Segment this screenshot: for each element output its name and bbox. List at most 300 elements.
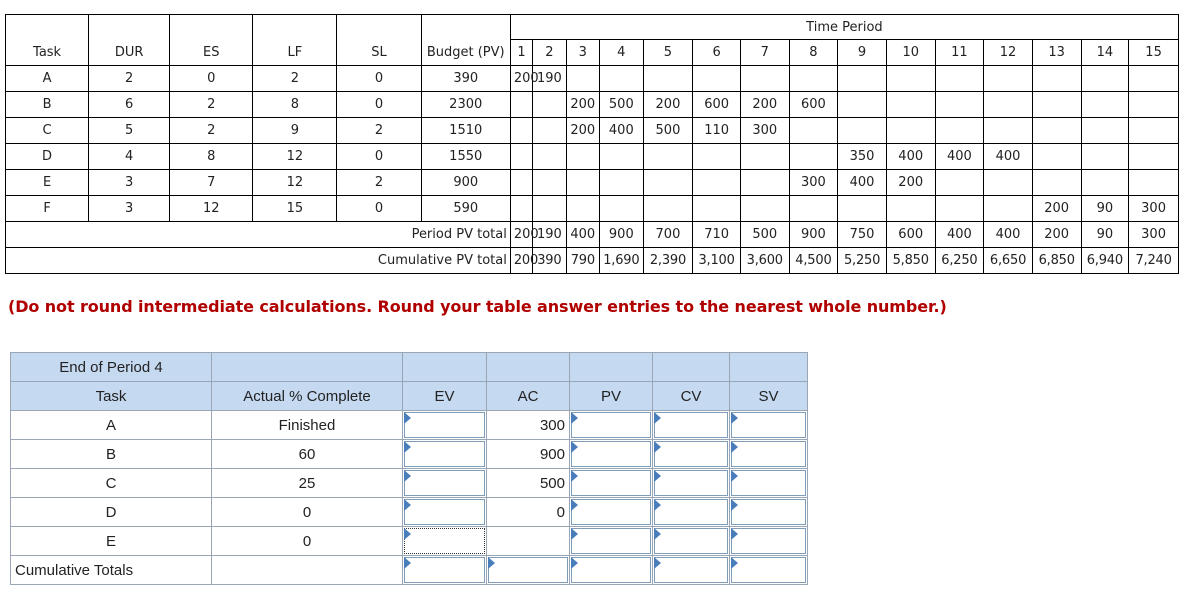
input-marker-icon [571, 499, 578, 511]
ac-cell [487, 527, 570, 556]
input-marker-icon [571, 470, 578, 482]
period-pv-total-cell: 300 [1129, 222, 1179, 248]
period-pv-cell [886, 196, 935, 222]
task-attribute-cell: 0 [170, 66, 253, 92]
period-pv-cell [886, 92, 935, 118]
pv-input[interactable] [570, 527, 653, 556]
period-pv-total-cell: 600 [886, 222, 935, 248]
period-pv-cell: 200 [643, 92, 693, 118]
period-pv-cell [1129, 144, 1179, 170]
column-header: 11 [935, 40, 984, 66]
blank-cell [212, 556, 403, 585]
header-filler-cell [730, 353, 808, 382]
answer-column-header: EV [403, 382, 487, 411]
task-attribute-cell: 1510 [421, 118, 510, 144]
column-header: 2 [533, 40, 566, 66]
period-pv-cell: 400 [984, 144, 1033, 170]
task-id-cell: B [6, 92, 89, 118]
answer-table-wrapper [10, 352, 808, 585]
period-pv-cell [984, 66, 1033, 92]
answer-input-box[interactable] [731, 499, 806, 525]
answer-row [11, 411, 808, 440]
period-pv-cell: 600 [693, 92, 741, 118]
column-header: 8 [789, 40, 838, 66]
answer-input-box[interactable] [731, 470, 806, 496]
period-pv-cell [643, 66, 693, 92]
column-header: 7 [740, 40, 789, 66]
input-marker-icon [654, 441, 661, 453]
answer-column-header: SV [730, 382, 808, 411]
blank-header-cell [337, 15, 421, 40]
answer-input-box[interactable] [654, 557, 728, 583]
answer-input-box[interactable] [488, 557, 568, 583]
cv-input[interactable] [653, 498, 730, 527]
total-sv-input[interactable] [730, 556, 808, 585]
ac-cell: 500 [487, 469, 570, 498]
period-pv-cell [838, 66, 887, 92]
input-marker-icon [654, 499, 661, 511]
column-header: 13 [1032, 40, 1081, 66]
task-attribute-cell: 2 [170, 92, 253, 118]
period-pv-cell [789, 66, 838, 92]
answer-header-row [11, 382, 808, 411]
cumulative-pv-total-cell: 5,250 [838, 248, 887, 274]
period-pv-cell [510, 118, 532, 144]
header-filler-cell [212, 353, 403, 382]
column-header: 5 [643, 40, 693, 66]
period-pv-total-cell: 190 [533, 222, 566, 248]
cumulative-pv-total-cell: 4,500 [789, 248, 838, 274]
cumulative-totals-label: Cumulative Totals [11, 556, 212, 585]
column-header: 14 [1081, 40, 1129, 66]
column-header: ES [170, 40, 253, 66]
answer-input-box[interactable] [404, 441, 485, 467]
answer-column-header: Task [11, 382, 212, 411]
period-pv-cell [740, 66, 789, 92]
earned-value-table [10, 352, 808, 585]
period-pv-total-cell: 200 [1032, 222, 1081, 248]
period-pv-cell [566, 196, 599, 222]
period-pv-cell [984, 92, 1033, 118]
period-pv-cell [1032, 66, 1081, 92]
period-pv-cell [533, 92, 566, 118]
period-pv-cell [510, 196, 532, 222]
cumulative-pv-total-cell: 5,850 [886, 248, 935, 274]
period-pv-cell [533, 170, 566, 196]
period-pv-cell [600, 144, 644, 170]
answer-input-box[interactable] [654, 528, 728, 554]
input-marker-icon [731, 412, 738, 424]
pv-input[interactable] [570, 411, 653, 440]
task-attribute-cell: 0 [337, 196, 421, 222]
period-pv-cell [1081, 118, 1129, 144]
period-pv-cell [1081, 170, 1129, 196]
period-pv-cell: 90 [1081, 196, 1129, 222]
period-pv-total-cell: 710 [693, 222, 741, 248]
cumulative-pv-total-cell: 6,650 [984, 248, 1033, 274]
input-marker-icon [404, 441, 411, 453]
period-pv-cell [600, 66, 644, 92]
task-attribute-cell: 6 [89, 92, 170, 118]
period-pv-cell [693, 144, 741, 170]
ev-input[interactable] [403, 469, 487, 498]
period-pv-total-cell: 750 [838, 222, 887, 248]
period-pv-cell: 400 [935, 144, 984, 170]
period-pv-cell [1129, 92, 1179, 118]
period-pv-cell [510, 144, 532, 170]
percent-complete-cell: 25 [212, 469, 403, 498]
period-pv-cell [1032, 118, 1081, 144]
ac-cell: 300 [487, 411, 570, 440]
answer-column-header: Actual % Complete [212, 382, 403, 411]
answer-input-box[interactable] [571, 499, 651, 525]
total-ac-input[interactable] [487, 556, 570, 585]
period-pv-cell: 500 [643, 118, 693, 144]
sv-input[interactable] [730, 411, 808, 440]
period-pv-cell [789, 144, 838, 170]
column-header: 1 [510, 40, 532, 66]
period-pv-cell: 200 [566, 92, 599, 118]
period-pv-cell: 200 [566, 118, 599, 144]
answer-input-box[interactable] [404, 528, 485, 554]
column-header: 4 [600, 40, 644, 66]
task-attribute-cell: 900 [421, 170, 510, 196]
task-row [6, 66, 1179, 92]
period-pv-cell: 300 [740, 118, 789, 144]
task-attribute-cell: 3 [89, 196, 170, 222]
period-pv-cell [984, 196, 1033, 222]
total-ev-input[interactable] [403, 556, 487, 585]
period-pv-total-row [6, 222, 1179, 248]
period-pv-cell [838, 196, 887, 222]
sv-input[interactable] [730, 469, 808, 498]
cumulative-pv-total-cell: 200 [510, 248, 532, 274]
period-pv-cell [838, 118, 887, 144]
period-pv-total-cell: 200 [510, 222, 532, 248]
period-pv-cell [533, 118, 566, 144]
answer-input-box[interactable] [731, 528, 806, 554]
task-attribute-cell: 15 [253, 196, 337, 222]
period-pv-total-cell: 400 [566, 222, 599, 248]
cumulative-pv-total-cell: 6,940 [1081, 248, 1129, 274]
column-header: DUR [89, 40, 170, 66]
ac-cell: 900 [487, 440, 570, 469]
period-pv-cell [740, 196, 789, 222]
ev-input[interactable] [403, 411, 487, 440]
column-header: 3 [566, 40, 599, 66]
answer-title-row [11, 353, 808, 382]
header-filler-cell [403, 353, 487, 382]
task-attribute-cell: 0 [337, 66, 421, 92]
schedule-table [5, 14, 1179, 274]
input-marker-icon [488, 557, 495, 569]
input-marker-icon [571, 412, 578, 424]
task-attribute-cell: 8 [253, 92, 337, 118]
task-id-cell: D [6, 144, 89, 170]
task-attribute-cell: 12 [253, 144, 337, 170]
answer-row [11, 440, 808, 469]
cumulative-pv-total-cell: 2,390 [643, 248, 693, 274]
cv-input[interactable] [653, 527, 730, 556]
total-pv-input[interactable] [570, 556, 653, 585]
period-pv-cell [1081, 144, 1129, 170]
blank-header-cell [6, 15, 89, 40]
column-header: Budget (PV) [421, 40, 510, 66]
period-pv-cell: 200 [510, 66, 532, 92]
task-attribute-cell: 2 [89, 66, 170, 92]
task-attribute-cell: 0 [337, 144, 421, 170]
task-attribute-cell: 2 [253, 66, 337, 92]
task-attribute-cell: 390 [421, 66, 510, 92]
period-pv-total-cell: 900 [600, 222, 644, 248]
schedule-table-wrapper [5, 14, 1179, 275]
period-pv-cell [789, 118, 838, 144]
answer-input-box[interactable] [404, 470, 485, 496]
cumulative-pv-total-cell: 3,600 [740, 248, 789, 274]
task-attribute-cell: 2 [337, 118, 421, 144]
percent-complete-cell: Finished [212, 411, 403, 440]
column-header: 6 [693, 40, 741, 66]
answer-input-box[interactable] [571, 441, 651, 467]
task-row [6, 170, 1179, 196]
blank-cell [6, 222, 337, 248]
task-cell: D [11, 498, 212, 527]
column-header: 12 [984, 40, 1033, 66]
task-id-cell: C [6, 118, 89, 144]
blank-header-cell [253, 15, 337, 40]
task-cell: B [11, 440, 212, 469]
cumulative-pv-total-cell: 7,240 [1129, 248, 1179, 274]
answer-row [11, 469, 808, 498]
answer-input-box[interactable] [571, 412, 651, 438]
column-header: SL [337, 40, 421, 66]
pv-input[interactable] [570, 469, 653, 498]
input-marker-icon [654, 557, 661, 569]
answer-row [11, 498, 808, 527]
task-row [6, 92, 1179, 118]
rounding-instruction: (Do not round intermediate calculations. Round your table answer entries to the nearest whole number.) [8, 297, 947, 316]
cv-input[interactable] [653, 469, 730, 498]
header-filler-cell [570, 353, 653, 382]
percent-complete-cell: 0 [212, 527, 403, 556]
pv-input[interactable] [570, 498, 653, 527]
answer-input-box[interactable] [731, 441, 806, 467]
cumulative-pv-total-cell: 390 [533, 248, 566, 274]
input-marker-icon [654, 528, 661, 540]
period-pv-cell: 350 [838, 144, 887, 170]
pv-input[interactable] [570, 440, 653, 469]
task-id-cell: F [6, 196, 89, 222]
task-cell: A [11, 411, 212, 440]
column-header: 9 [838, 40, 887, 66]
period-pv-cell [838, 92, 887, 118]
task-cell: E [11, 527, 212, 556]
input-marker-icon [404, 412, 411, 424]
period-pv-cell [935, 118, 984, 144]
task-attribute-cell: 4 [89, 144, 170, 170]
period-pv-cell [935, 196, 984, 222]
total-cv-input[interactable] [653, 556, 730, 585]
input-marker-icon [404, 528, 411, 540]
input-marker-icon [404, 499, 411, 511]
cumulative-pv-total-cell: 6,250 [935, 248, 984, 274]
blank-header-cell [170, 15, 253, 40]
period-pv-cell [533, 196, 566, 222]
answer-table-title: End of Period 4 [11, 353, 212, 382]
period-pv-cell: 110 [693, 118, 741, 144]
cumulative-pv-total-cell: 3,100 [693, 248, 741, 274]
period-pv-cell [1032, 144, 1081, 170]
task-row [6, 196, 1179, 222]
period-pv-cell: 500 [600, 92, 644, 118]
period-pv-cell [935, 170, 984, 196]
period-pv-cell [984, 118, 1033, 144]
period-pv-cell [600, 196, 644, 222]
input-marker-icon [731, 557, 738, 569]
input-marker-icon [731, 441, 738, 453]
task-attribute-cell: 2 [170, 118, 253, 144]
ev-input[interactable] [403, 498, 487, 527]
answer-input-box[interactable] [404, 557, 485, 583]
task-attribute-cell: 2300 [421, 92, 510, 118]
task-attribute-cell: 8 [170, 144, 253, 170]
ac-cell: 0 [487, 498, 570, 527]
task-attribute-cell: 9 [253, 118, 337, 144]
cumulative-pv-total-cell: 6,850 [1032, 248, 1081, 274]
answer-row [11, 527, 808, 556]
header-filler-cell [487, 353, 570, 382]
period-pv-cell [643, 144, 693, 170]
answer-input-box[interactable] [731, 557, 806, 583]
period-pv-cell [693, 196, 741, 222]
period-pv-cell: 190 [533, 66, 566, 92]
period-pv-cell [1129, 170, 1179, 196]
cumulative-totals-row [11, 556, 808, 585]
ev-input[interactable] [403, 440, 487, 469]
task-attribute-cell: 2 [337, 170, 421, 196]
period-pv-total-cell: 90 [1081, 222, 1129, 248]
cv-input[interactable] [653, 440, 730, 469]
cumulative-pv-total-cell: 790 [566, 248, 599, 274]
answer-input-box[interactable] [654, 499, 728, 525]
period-pv-cell [1032, 92, 1081, 118]
task-attribute-cell: 12 [253, 170, 337, 196]
task-attribute-cell: 3 [89, 170, 170, 196]
period-pv-total-label: Period PV total [337, 222, 510, 248]
period-pv-cell [600, 170, 644, 196]
period-pv-cell: 400 [838, 170, 887, 196]
answer-input-box[interactable] [654, 412, 728, 438]
cv-input[interactable] [653, 411, 730, 440]
blank-cell [6, 248, 337, 274]
column-header: Task [6, 40, 89, 66]
column-header: 15 [1129, 40, 1179, 66]
period-pv-cell [740, 144, 789, 170]
period-pv-cell [886, 118, 935, 144]
task-attribute-cell: 1550 [421, 144, 510, 170]
input-marker-icon [731, 528, 738, 540]
period-pv-cell: 400 [600, 118, 644, 144]
period-pv-cell [566, 170, 599, 196]
period-pv-cell [740, 170, 789, 196]
sv-input[interactable] [730, 498, 808, 527]
header-filler-cell [653, 353, 730, 382]
period-pv-cell [566, 144, 599, 170]
time-period-title: Time Period [510, 15, 1178, 40]
answer-input-box[interactable] [404, 412, 485, 438]
period-pv-cell: 200 [740, 92, 789, 118]
answer-column-header: PV [570, 382, 653, 411]
period-pv-cell: 300 [1129, 196, 1179, 222]
period-pv-cell [1081, 92, 1129, 118]
column-header: LF [253, 40, 337, 66]
period-pv-cell [693, 170, 741, 196]
period-pv-cell: 400 [886, 144, 935, 170]
answer-input-box[interactable] [654, 470, 728, 496]
task-attribute-cell: 5 [89, 118, 170, 144]
answer-input-box[interactable] [571, 557, 651, 583]
percent-complete-cell: 60 [212, 440, 403, 469]
cumulative-pv-total-label: Cumulative PV total [337, 248, 510, 274]
blank-header-cell [421, 15, 510, 40]
input-marker-icon [571, 528, 578, 540]
cumulative-pv-total-cell: 1,690 [600, 248, 644, 274]
period-pv-total-cell: 500 [740, 222, 789, 248]
task-id-cell: A [6, 66, 89, 92]
task-attribute-cell: 0 [337, 92, 421, 118]
period-pv-cell: 200 [1032, 196, 1081, 222]
period-pv-cell [789, 196, 838, 222]
period-pv-cell [935, 92, 984, 118]
period-pv-cell: 600 [789, 92, 838, 118]
input-marker-icon [571, 557, 578, 569]
answer-column-header: CV [653, 382, 730, 411]
period-pv-cell [1081, 66, 1129, 92]
answer-input-box[interactable] [731, 412, 806, 438]
task-attribute-cell: 12 [170, 196, 253, 222]
input-marker-icon [654, 470, 661, 482]
task-attribute-cell: 7 [170, 170, 253, 196]
sv-input[interactable] [730, 527, 808, 556]
input-marker-icon [404, 557, 411, 569]
period-pv-cell [984, 170, 1033, 196]
answer-input-box[interactable] [404, 499, 485, 525]
period-pv-cell [1129, 66, 1179, 92]
task-row [6, 118, 1179, 144]
period-pv-cell [566, 66, 599, 92]
task-cell: C [11, 469, 212, 498]
time-period-header-row [6, 15, 1179, 40]
ev-input[interactable] [403, 527, 487, 556]
blank-header-cell [89, 15, 170, 40]
input-marker-icon [731, 470, 738, 482]
column-header: 10 [886, 40, 935, 66]
answer-input-box[interactable] [571, 528, 651, 554]
period-pv-cell [643, 196, 693, 222]
period-pv-cell: 300 [789, 170, 838, 196]
period-pv-cell [1129, 118, 1179, 144]
sv-input[interactable] [730, 440, 808, 469]
answer-input-box[interactable] [571, 470, 651, 496]
input-marker-icon [654, 412, 661, 424]
answer-input-box[interactable] [654, 441, 728, 467]
period-pv-cell [510, 170, 532, 196]
task-row [6, 144, 1179, 170]
input-marker-icon [404, 470, 411, 482]
task-attribute-cell: 590 [421, 196, 510, 222]
period-pv-cell: 200 [886, 170, 935, 196]
period-pv-cell [1032, 170, 1081, 196]
